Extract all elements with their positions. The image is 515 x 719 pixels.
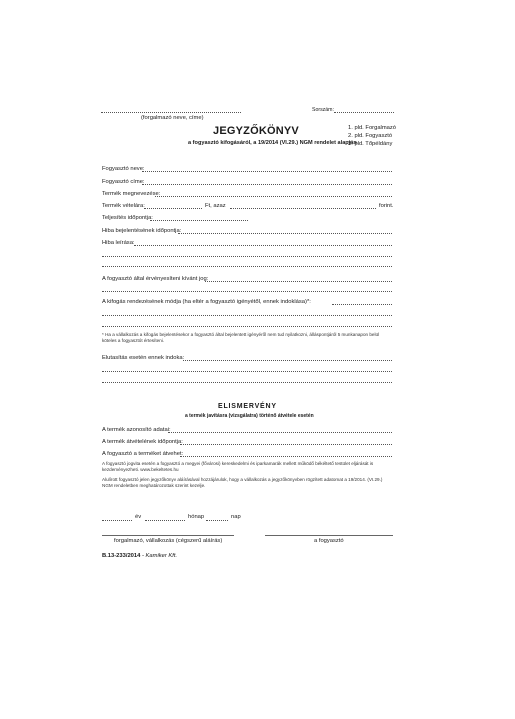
page-subtitle: a fogyasztó kifogásáról, a 19/2014 (VI.29.) NGM rendelet alapján [188,140,357,146]
copy-2: 2. pld. Fogyasztó [348,133,393,139]
sender-line[interactable] [101,112,241,113]
acknowledgement-title: ELISMERVÉNY [218,403,277,410]
month-field[interactable] [145,520,185,521]
claimed-right-label: A fogyasztó által érvényesíteni kívánt jog: [102,276,209,282]
fulfillment-date-label: Teljesítés időpontja: [102,215,153,221]
serial-label: Sorszám: [312,107,334,113]
defect-description-line-3[interactable] [102,266,392,267]
day-label: nap [231,514,241,520]
acknowledgement-subtitle: a termék javításra (vizsgálatra) történő átvétele esetén [185,413,314,419]
purchase-price-field[interactable] [144,208,202,209]
rejection-reason-line-3[interactable] [102,382,392,383]
defect-description-field[interactable] [134,245,392,246]
form-code: B.13-233/2014 [102,553,141,559]
product-id-label: A termék azonosító adatai: [102,427,171,433]
rejection-reason-label: Elutasítás esetén ennek indoka: [102,355,185,361]
copy-3: 3. pld. Tőpéldány [348,141,393,147]
defect-description-label: Hiba leírása: [102,240,135,246]
seller-signature-line[interactable] [102,535,234,536]
mediation-note: A fogyasztó jogvita esetén a fogyasztó a megyei (fővárosi) kereskedelmi és iparkamarák mellett működő békéltető testület eljárását is kezdeményezheti. www.bekeltetes.hu [102,461,374,472]
claimed-right-line-2[interactable] [102,291,392,292]
consumer-signature-label: a fogyasztó [314,538,344,544]
consumer-address-label: Fogyasztó címe: [102,179,145,185]
receipt-date-field[interactable] [180,444,392,445]
resolution-method-label: A kifogás rendezésének módja (ha eltér a fogyasztó igényétől, ennek indoklása)*: [102,299,311,305]
product-name-label: Termék megnevezése: [102,191,161,197]
rejection-reason-line-2[interactable] [102,371,392,372]
product-name-field[interactable] [155,196,392,197]
month-label: hónap [188,514,205,520]
day-field[interactable] [206,520,228,521]
year-field[interactable] [102,520,132,521]
footnote: * Ha a vállalkozás a kifogás bejelentésekor a fogyasztó által bejelentett igényéről nem tud nyilatkozni, álláspontjáról 5 munkanapon belül köteles a fogyasztót értesíteni. [102,332,380,343]
rejection-reason-field[interactable] [183,360,392,361]
consumer-address-field[interactable] [142,184,392,185]
year-label: év [135,514,142,520]
defect-report-date-field[interactable] [178,233,392,234]
receipt-date-label: A termék átvételének időpontja: [102,439,183,445]
consent-note: Alulírott fogyasztó jelen jegyzőkönyv aláírásával hozzájárulok, hogy a vállalkozás a jegyzőkönyvben rögzített adatomat a 19/2014. (VI.29.) NGM rendeletben meghatározottak szerint kezelje. [102,477,383,488]
publisher: - Kamiker Kft. [142,553,178,559]
defect-report-date-label: Hiba bejelentésének időpontja: [102,228,182,234]
pickup-field[interactable] [180,456,392,457]
consumer-signature-line[interactable] [265,535,393,536]
purchase-price-label: Termék vételára: [102,203,145,209]
claimed-right-field[interactable] [205,281,392,282]
resolution-method-field[interactable] [332,304,392,305]
price-ft-label: Ft, azaz [205,203,226,209]
seller-signature-label: forgalmazó, vállalkozás (cégszerű aláírás) [114,538,223,544]
serial-line[interactable] [334,112,394,113]
consumer-name-field[interactable] [142,171,392,172]
page-title: JEGYZŐKÖNYV [213,125,299,137]
copy-1: 1. pld. Forgalmazó [348,125,397,131]
sender-label: (forgalmazó neve, címe) [141,115,204,121]
resolution-method-line-2[interactable] [102,315,392,316]
pickup-label: A fogyasztó a terméket átvehet: [102,451,184,457]
forint-label: forint. [379,203,394,209]
defect-description-line-2[interactable] [102,256,392,257]
price-words-field[interactable] [230,208,376,209]
product-id-field[interactable] [168,432,392,433]
consumer-name-label: Fogyasztó neve: [102,166,145,172]
resolution-method-line-3[interactable] [102,326,392,327]
fulfillment-date-field[interactable] [150,220,248,221]
